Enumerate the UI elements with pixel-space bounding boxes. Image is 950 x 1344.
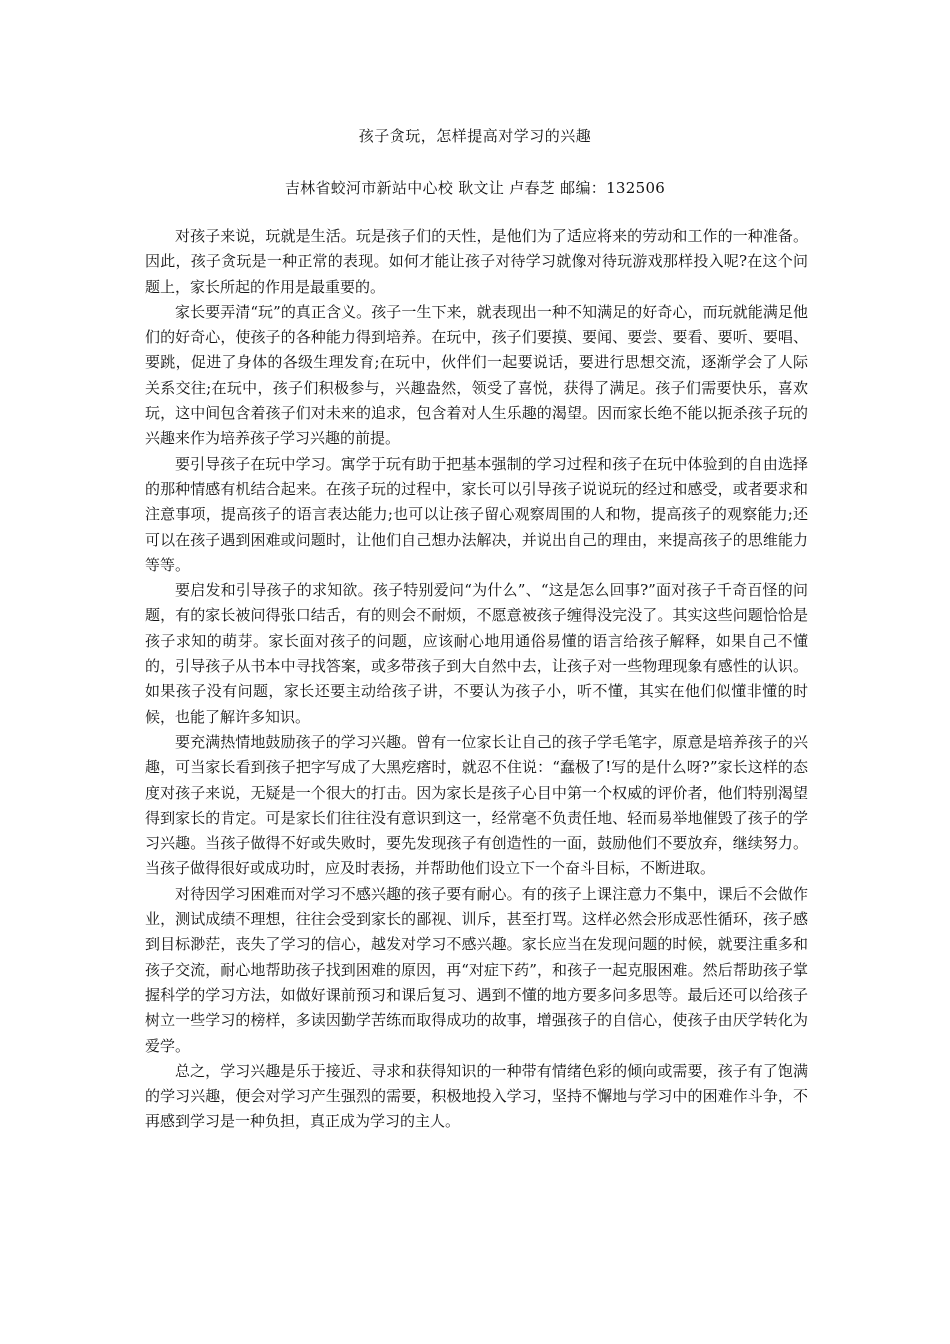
- paragraph-intro: 对孩子来说，玩就是生活。玩是孩子们的天性，是他们为了适应将来的劳动和工作的一种准备。因此，孩子贪玩是一种正常的表现。如何才能让孩子对待学习就像对待玩游戏那样投入呢?在这个问题上，家长所起的作用是最重要的。: [145, 227, 808, 296]
- author-byline: 吉林省蛟河市新站中心校 耿文让 卢春芝 邮编：132506: [284, 179, 666, 197]
- paragraph-encouragement: 要充满热情地鼓励孩子的学习兴趣。曾有一位家长让自己的孩子学毛笔字，原意是培养孩子的兴趣，可当家长看到孩子把字写成了大黑疙瘩时，就忍不住说：“蠢极了!写的是什么呀?”家长这样的态度对孩子来说，无疑是一个很大的打击。因为家长是孩子心目中第一个权威的评价者，他们特别渴望得到家长的肯定。可是家长们往往没有意识到这一，经常毫不负责任地、轻而易举地催毁了孩子的学习兴趣。当孩子做得不好或失败时，要先发现孩子有创造性的一面，鼓励他们不要放弃，继续努力。当孩子做得很好或成功时，应及时表扬，并帮助他们设立下一个奋斗目标，不断进取。: [145, 732, 808, 878]
- paragraph-curiosity: 要启发和引导孩子的求知欲。孩子特别爱问“为什么”、“这是怎么回事?”面对孩子千奇百怪的问题，有的家长被问得张口结舌，有的则会不耐烦，不愿意被孩子缠得没完没了。其实这些问题恰恰是孩子求知的萌芽。家长面对孩子的问题，应该耐心地用通俗易懂的语言给孩子解释，如果自己不懂的，引导孩子从书本中寻找答案，或多带孩子到大自然中去，让孩子对一些物理现象有感性的认识。如果孩子没有问题，家长还要主动给孩子讲，不要认为孩子小，听不懂，其实在他们似懂非懂的时候，也能了解许多知识。: [145, 581, 808, 726]
- document-body: [145, 224, 808, 1135]
- paragraph-conclusion: 总之，学习兴趣是乐于接近、寻求和获得知识的一种带有情绪色彩的倾向或需要，孩子有了饱满的学习兴趣，便会对学习产生强烈的需要，积极地投入学习，坚持不懈地与学习中的困难作斗争，不再感到学习是一种负担，真正成为学习的主人。: [145, 1061, 808, 1131]
- document-title: 孩子贪玩，怎样提高对学习的兴趣: [358, 127, 592, 145]
- paragraph-play-meaning: 家长要弄清“玩”的真正含义。孩子一生下来，就表现出一种不知满足的好奇心，而玩就能满足他们的好奇心，使孩子的各种能力得到培养。在玩中，孩子们要摸、要闻、要尝、要看、要听、要唱、要跳，促进了身体的各级生理发育;在玩中，伙伴们一起要说话，要进行思想交流，逐渐学会了人际关系交往;在玩中，孩子们积极参与，兴趣盎然，领受了喜悦，获得了满足。孩子们需要快乐，喜欢玩，这中间包含着孩子们对未来的追求，包含着对人生乐趣的渴望。因而家长绝不能以扼杀孩子玩的兴趣来作为培养孩子学习兴趣的前提。: [145, 302, 808, 448]
- paragraph-learn-in-play: 要引导孩子在玩中学习。寓学于玩有助于把基本强制的学习过程和孩子在玩中体验到的自由选择的那种情感有机结合起来。在孩子玩的过程中，家长可以引导孩子说说玩的经过和感受，或者要求和注意事项，提高孩子的语言表达能力;也可以让孩子留心观察周围的人和物，提高孩子的观察能力;还可以在孩子遇到困难或问题时，让他们自己想办法解决，并说出自己的理由，来提高孩子的思维能力等等。: [145, 454, 808, 574]
- paragraph-patience: 对待因学习困难而对学习不感兴趣的孩子要有耐心。有的孩子上课注意力不集中，课后不会做作业，测试成绩不理想，往往会受到家长的鄙视、训斥，甚至打骂。这样必然会形成恶性循环，孩子感到目标渺茫，丧失了学习的信心，越发对学习不感兴趣。家长应当在发现问题的时候，就要注重多和孩子交流，耐心地帮助孩子找到困难的原因，再“对症下药”，和孩子一起克服困难。然后帮助孩子掌握科学的学习方法，如做好课前预习和课后复习、遇到不懂的地方要多问多思等。最后还可以给孩子树立一些学习的榜样，多读因勤学苦练而取得成功的故事，增强孩子的自信心，使孩子由厌学转化为爱学。: [145, 884, 808, 1055]
